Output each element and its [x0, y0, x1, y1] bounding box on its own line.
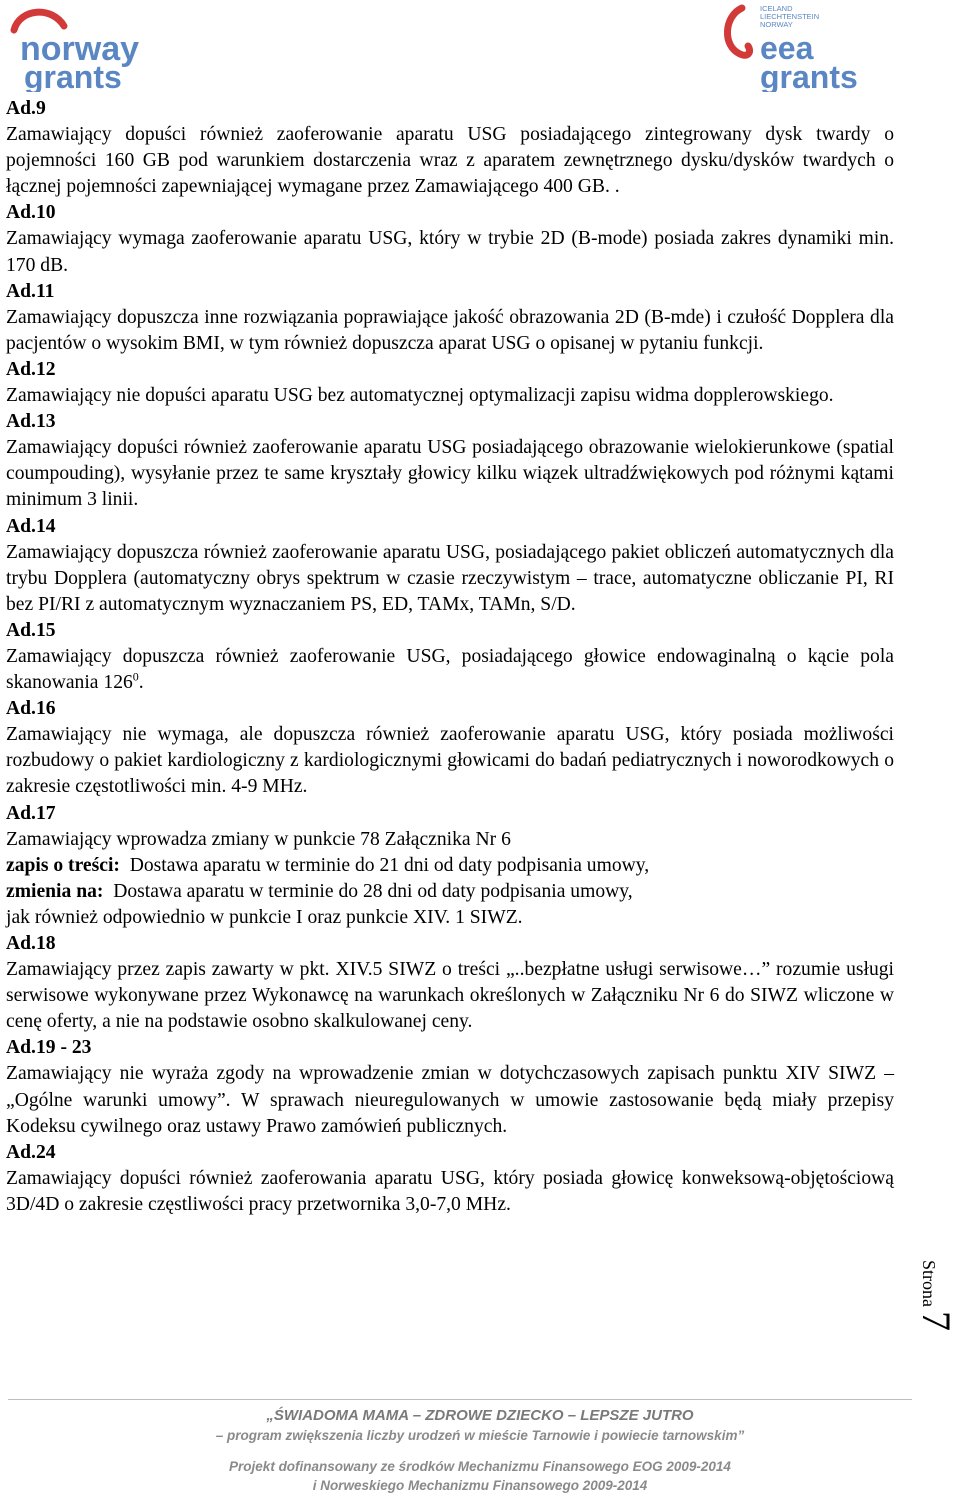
- ad14-heading: Ad.14: [6, 515, 56, 537]
- ad15-superscript: 0: [132, 669, 139, 684]
- ad17-line4: jak również odpowiednio w punkcie I oraz punkcie XIV. 1 SIWZ.: [6, 906, 523, 928]
- ad17-heading: Ad.17: [6, 802, 56, 824]
- footer-line1: „ŚWIADOMA MAMA – ZDROWE DZIECKO – LEPSZE JUTRO: [266, 1407, 694, 1424]
- ad17-line1: Zamawiający wprowadza zmiany w punkcie 78 Załącznika Nr 6: [6, 828, 511, 850]
- ad13-text: Zamawiający dopuści również zaoferowanie aparatu USG posiadającego obrazowanie wielokierunkowe (spatial coumpouding), wysyłanie przez te same kryształy głowicy kilku wiązek ultradźwiękowych pod różnymi kątami minimum 3 linii.: [6, 437, 894, 511]
- ad16-text: Zamawiający nie wymaga, ale dopuszcza również zaoferowanie aparatu USG, który posiada możliwości rozbudowy o pakiet kardiologiczny z kardiologicznymi głowicami do badań pediatrycznych i noworodkowych o zakresie częstotliwości min. 4-9 MHz.: [6, 724, 894, 798]
- page-number-label: Strona: [919, 1260, 939, 1307]
- logo-left-word1: norway: [20, 30, 140, 68]
- logo-right-small3: NORWAY: [760, 20, 793, 29]
- ad24-heading: Ad.24: [6, 1141, 56, 1163]
- page-number-rotated: [913, 1260, 960, 1331]
- ad17-line2: [6, 853, 894, 879]
- page-footer: [0, 1395, 960, 1502]
- logo-left-word2: grants: [24, 59, 122, 92]
- ad13-heading: Ad.13: [6, 411, 56, 433]
- ad15-text: Zamawiający dopuszcza również zaoferowanie USG, posiadającego głowice endowaginalną o kącie pola skanowania 126: [6, 645, 894, 694]
- ad11-text: Zamawiający dopuszcza inne rozwiązania poprawiające jakość obrazowania 2D (B-mde) i czułość Dopplera dla pacjentów o wysokim BMI, w tym również dopuszcza aparat USG o opisanej w pytaniu funkcji.: [6, 306, 894, 354]
- ad14-text: Zamawiający dopuszcza również zaoferowanie aparatu USG, posiadającego pakiet obliczeń automatycznych dla trybu Dopplera (automatyczny obrys spektrum w czasie rzeczywistym – trace, automatyczne obliczanie PI, RI bez PI/RI z automatycznym wyznaczaniem PS, ED, TAMx, TAMn, S/D.: [6, 541, 894, 615]
- ad11-heading: Ad.11: [6, 280, 55, 302]
- logo-right-word2: grants: [760, 59, 858, 92]
- ad17-label2: zmienia na:: [6, 880, 104, 902]
- ad15-heading: Ad.15: [6, 619, 56, 641]
- ad17-value2: Dostawa aparatu w terminie do 28 dni od daty podpisania umowy,: [113, 880, 633, 902]
- document-body: [6, 96, 894, 1218]
- ad12-text: Zamawiający nie dopuści aparatu USG bez automatycznej optymalizacji zapisu widma dopplerowskiego.: [6, 385, 834, 407]
- ad17-value1: Dostawa aparatu w terminie do 21 dni od daty podpisania umowy,: [129, 854, 650, 876]
- footer-line3: Projekt dofinansowany ze środków Mechanizmu Finansowego EOG 2009-2014: [229, 1459, 731, 1474]
- ad12-heading: Ad.12: [6, 358, 56, 380]
- eea-grants-logo: [722, 2, 862, 92]
- ad10-text: Zamawiający wymaga zaoferowanie aparatu USG, który w trybie 2D (B-mode) posiada zakres dynamiki min. 170 dB.: [6, 228, 894, 276]
- ad24-text: Zamawiający dopuści również zaoferowania aparatu USG, który posiada głowicę konweksową-objętościową 3D/4D o zakresie częstliwości pracy przetwornika 3,0-7,0 MHz.: [6, 1167, 894, 1215]
- ad19-23-text: Zamawiający nie wyraża zgody na wprowadzenie zmian w dotychczasowych zapisach punktu XIV SIWZ – „Ogólne warunki umowy”. W sprawach nieuregulowanych w umowie zastosowanie będą miały przepisy Kodeksu cywilnego oraz ustawy Prawo zamówień publicznych.: [6, 1063, 894, 1137]
- ad15-end: .: [138, 672, 144, 694]
- norway-grants-logo: [6, 2, 146, 92]
- ad9-heading: Ad.9: [6, 98, 46, 119]
- ad15-paragraph: [6, 644, 894, 696]
- page-number: [908, 1260, 958, 1370]
- eea-grants-swirl-logo-icon: [722, 2, 862, 92]
- logo-right-word1: eea: [760, 30, 814, 66]
- logo-right-small1: ICELAND: [760, 4, 793, 13]
- footer-divider: [8, 1399, 912, 1400]
- ad10-heading: Ad.10: [6, 202, 56, 224]
- footer-line4: i Norweskiego Mechanizmu Finansowego 2009-2014: [312, 1478, 648, 1493]
- ad17-label1: zapis o treści:: [6, 854, 120, 876]
- page-number-value: 7: [914, 1311, 959, 1331]
- norway-grants-swirl-logo-icon: [6, 2, 146, 92]
- ad18-heading: Ad.18: [6, 933, 56, 954]
- ad17-line3: [6, 879, 894, 905]
- ad19-23-heading: Ad.19 - 23: [6, 1037, 92, 1059]
- logo-right-small2: LIECHTENSTEIN: [760, 12, 820, 21]
- ad9-text: Zamawiający dopuści również zaoferowanie aparatu USG posiadającego zintegrowany dysk twardy o pojemności 160 GB pod warunkiem dostarczenia wraz z aparatem zewnętrznego dysku/dysków twardych o łącznej pojemności zapewniającej wymagane przez Zamawiającego 400 GB. .: [6, 124, 894, 198]
- ad18-text: Zamawiający przez zapis zawarty w pkt. XIV.5 SIWZ o treści „..bezpłatne usługi serwisowe…” rozumie usługi serwisowe wykonywane przez Wykonawcę na warunkach określonych w Załączniku Nr 6 do SIWZ wliczone w cenę oferty, a nie na podstawie osobno skalkulowanej ceny.: [6, 959, 894, 1033]
- footer-line2: – program zwiększenia liczby urodzeń w mieście Tarnowie i powiecie tarnowskim”: [215, 1428, 745, 1443]
- ad16-heading: Ad.16: [6, 698, 56, 720]
- page-header: [0, 0, 960, 95]
